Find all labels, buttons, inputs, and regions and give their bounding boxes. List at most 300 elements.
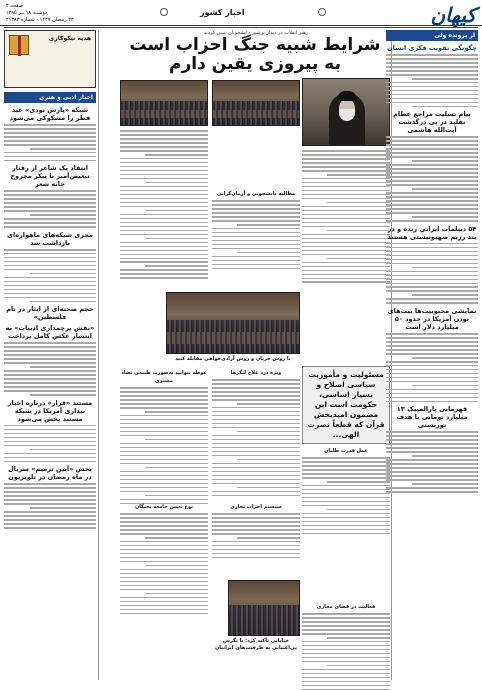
text-line (302, 190, 390, 192)
text-line (4, 281, 96, 283)
article-column (120, 366, 208, 507)
text-line (120, 194, 208, 196)
text-line (327, 509, 390, 511)
text-line (120, 487, 208, 489)
text-line (4, 342, 96, 344)
text-line (386, 220, 478, 222)
text-line (386, 148, 478, 150)
text-line (120, 569, 208, 571)
left-column (4, 30, 96, 531)
text-line (412, 357, 478, 359)
text-line (302, 274, 390, 276)
text-line (302, 186, 390, 188)
text-line (4, 487, 96, 489)
text-line (386, 86, 478, 88)
text-line (302, 681, 390, 683)
text-line (4, 441, 96, 443)
text-line (302, 198, 390, 200)
text-line (212, 443, 300, 445)
text-line (212, 240, 300, 242)
text-line (120, 549, 208, 551)
text-line (30, 366, 96, 368)
text-line (120, 553, 208, 555)
text-line (386, 152, 478, 154)
page-number: صفحه ۲ (6, 3, 23, 9)
text-line (386, 345, 478, 347)
text-line (302, 521, 390, 523)
text-line (120, 158, 208, 160)
text-line (120, 150, 208, 152)
newspaper-logo: کیهان (430, 3, 476, 27)
text-line (145, 210, 208, 212)
text-line (302, 266, 390, 268)
text-line (212, 521, 300, 523)
text-line (212, 236, 300, 238)
column-box-title: از پرونده ولی (386, 30, 478, 41)
text-line (212, 256, 300, 258)
text-line (212, 513, 300, 515)
article-heading: قهرمانی پارالمپیک ۱۳ میلیارد تومانی با هدف توریستی (396, 405, 468, 430)
text-line (386, 491, 478, 493)
text-line (120, 613, 208, 615)
text-line (212, 415, 300, 417)
text-line (212, 491, 300, 493)
text-line (212, 471, 300, 473)
text-line (4, 445, 96, 447)
text-line (327, 202, 390, 204)
advertisement[interactable] (4, 30, 96, 88)
text-line (212, 268, 300, 270)
text-line (145, 154, 208, 156)
text-line (212, 395, 300, 397)
text-line (302, 278, 390, 280)
article-heading: حجم صحنه‌ای از ایثار در نام فلسطین» (6, 305, 94, 322)
text-line (120, 387, 208, 389)
photo-speaker (302, 78, 390, 146)
text-line (120, 222, 208, 224)
text-line (237, 431, 300, 433)
article-column (212, 500, 300, 561)
text-line (4, 297, 96, 299)
text-line (386, 140, 478, 142)
text-line (302, 625, 390, 627)
text-line (386, 443, 478, 445)
text-line (145, 439, 208, 441)
photo-crowd-left (120, 80, 208, 126)
text-line (212, 232, 300, 234)
text-line (4, 437, 96, 439)
article-heading: پخش «آیین ترمیم» سریال در ماه رمضان در تلویزیون (8, 465, 92, 482)
text-line (327, 637, 390, 639)
text-line (386, 487, 478, 489)
text-line (302, 254, 390, 256)
text-line (302, 489, 390, 491)
text-line (302, 493, 390, 495)
article-column (120, 500, 208, 617)
text-line (4, 346, 96, 348)
subhead: مطالبه دانشجویی و آرمان‌گرایی (216, 191, 296, 197)
text-line (212, 383, 300, 385)
text-line (4, 144, 96, 146)
text-line (120, 202, 208, 204)
headline-line: شرایط شبیه جنگ احزاب است (129, 35, 381, 55)
text-line (386, 302, 478, 304)
text-line (145, 182, 208, 184)
text-line (302, 677, 390, 679)
text-line (386, 463, 478, 465)
text-line (327, 665, 390, 667)
text-line (120, 174, 208, 176)
text-line (30, 214, 96, 216)
text-line (237, 487, 300, 489)
subhead: ویژه درد علاج لنگرها (230, 370, 282, 376)
text-line (386, 184, 478, 186)
text-line (302, 194, 390, 196)
text-line (120, 277, 208, 279)
text-line (302, 689, 390, 691)
text-line (145, 537, 208, 539)
text-line (386, 369, 478, 371)
text-line (386, 353, 478, 355)
text-line (412, 216, 478, 218)
text-line (386, 259, 478, 261)
text-line (327, 258, 390, 260)
text-line (386, 401, 478, 403)
issue-number: ۲۳ رمضان ۱۴۳۷ - شماره ۲۱۳۸۳ (6, 17, 74, 23)
text-line (386, 247, 478, 249)
photo-caption: با روش جریان و روش آزادی‌خواهی مقابله کنید (175, 356, 291, 362)
text-line (145, 495, 208, 497)
text-line (212, 541, 300, 543)
text-line (386, 459, 478, 461)
text-line (30, 394, 96, 396)
article-heading: ۵۴ دیپلمات ایرانی زنده و در بند رژیم صهیونیستی هستند (387, 224, 477, 241)
text-line (302, 262, 390, 264)
text-line (120, 142, 208, 144)
text-line (412, 188, 478, 190)
text-line (4, 156, 96, 158)
text-line (212, 517, 300, 519)
text-line (120, 269, 208, 271)
text-line (4, 386, 96, 388)
text-line (302, 525, 390, 527)
text-line (4, 374, 96, 376)
text-line (302, 242, 390, 244)
page-info (6, 3, 74, 24)
text-line (4, 257, 96, 259)
text-line (212, 451, 300, 453)
text-line (4, 515, 96, 517)
text-line (302, 533, 390, 535)
text-line (386, 200, 478, 202)
text-line (302, 214, 390, 216)
text-line (412, 455, 478, 457)
text-line (302, 281, 390, 283)
section-title: اخبار ادبی و هنری (4, 92, 96, 103)
text-line (302, 661, 390, 663)
text-line (212, 467, 300, 469)
text-line (4, 226, 96, 228)
text-line (386, 431, 478, 433)
text-line (212, 529, 300, 531)
gift-icon (9, 35, 29, 55)
text-line (120, 451, 208, 453)
text-line (302, 178, 390, 180)
text-line (4, 390, 96, 392)
text-line (120, 573, 208, 575)
text-line (212, 399, 300, 401)
text-line (386, 275, 478, 277)
text-line (4, 527, 96, 529)
text-line (302, 517, 390, 519)
text-line (4, 136, 96, 138)
ad-title: هدیه نیکوکاری (48, 35, 91, 42)
text-line (4, 210, 96, 212)
text-line (120, 395, 208, 397)
text-line (386, 349, 478, 351)
text-line (120, 162, 208, 164)
text-line (386, 156, 478, 158)
text-line (302, 170, 390, 172)
text-line (412, 78, 478, 80)
photo-caption: خیابانی تأکید کرد: با نگرش بی‌اعتنایی به ظرفیت‌های ایرانیان (215, 638, 297, 651)
text-line (4, 128, 96, 130)
text-line (120, 609, 208, 611)
text-line (386, 82, 478, 84)
text-line (4, 519, 96, 521)
text-line (386, 377, 478, 379)
text-line (386, 251, 478, 253)
text-line (212, 407, 300, 409)
text-line (120, 483, 208, 485)
text-line (302, 485, 390, 487)
text-line (302, 529, 390, 531)
text-line (120, 242, 208, 244)
text-line (120, 597, 208, 599)
text-line (120, 577, 208, 579)
article-column (302, 600, 390, 691)
text-line (120, 178, 208, 180)
photo-bottom (228, 580, 300, 636)
text-line (120, 258, 208, 260)
text-line (386, 168, 478, 170)
text-line (386, 298, 478, 300)
text-line (386, 164, 478, 166)
photo-gathering (166, 292, 300, 354)
text-line (120, 415, 208, 417)
text-line (4, 503, 96, 505)
text-line (412, 160, 478, 162)
text-line (212, 533, 300, 535)
text-line (212, 228, 300, 230)
text-line (386, 180, 478, 182)
text-line (4, 358, 96, 360)
text-line (120, 218, 208, 220)
text-line (4, 523, 96, 525)
text-line (4, 425, 96, 427)
text-line (302, 505, 390, 507)
article-heading: نمایشی محبوبیت‌ها بیت‌های بودن آمریکا در حدود ۵۰ میلیارد دلار است (387, 307, 477, 332)
text-line (302, 645, 390, 647)
text-line (212, 435, 300, 437)
text-line (212, 423, 300, 425)
text-line (120, 581, 208, 583)
text-line (386, 58, 478, 60)
text-line (212, 557, 300, 559)
text-line (412, 483, 478, 485)
text-line (4, 202, 96, 204)
text-line (4, 461, 96, 463)
text-line (120, 541, 208, 543)
text-line (30, 449, 96, 451)
text-line (386, 136, 478, 138)
text-line (386, 144, 478, 146)
text-line (302, 162, 390, 164)
text-line (120, 138, 208, 140)
pull-quote (302, 366, 390, 444)
text-line (120, 186, 208, 188)
text-line (386, 54, 478, 56)
text-line (4, 190, 96, 192)
text-line (30, 148, 96, 150)
text-line (4, 249, 96, 251)
text-line (237, 459, 300, 461)
text-line (386, 451, 478, 453)
text-line (212, 411, 300, 413)
article-heading: شبکه «پارس نودی» عید فطر را مشکوکی می‌شود (9, 106, 91, 122)
text-line (120, 529, 208, 531)
text-line (212, 248, 300, 250)
text-line (302, 158, 390, 160)
text-line (212, 549, 300, 551)
text-line (386, 90, 478, 92)
text-line (4, 354, 96, 356)
right-column (386, 30, 478, 495)
text-line (386, 98, 478, 100)
text-line (4, 429, 96, 431)
text-line (212, 387, 300, 389)
text-line (120, 250, 208, 252)
text-line (120, 471, 208, 473)
text-line (120, 170, 208, 172)
text-line (302, 461, 390, 463)
text-line (386, 381, 478, 383)
text-line (302, 497, 390, 499)
text-line (120, 234, 208, 236)
text-line (4, 269, 96, 271)
text-line (302, 270, 390, 272)
text-line (237, 224, 300, 226)
text-line (4, 457, 96, 459)
text-line (212, 244, 300, 246)
text-line (120, 585, 208, 587)
text-line (412, 294, 478, 296)
text-line (4, 132, 96, 134)
text-line (120, 533, 208, 535)
text-line (412, 267, 478, 269)
article-heading: چگونگی تقویت فکری انسان (387, 44, 477, 52)
text-line (212, 525, 300, 527)
subhead: سیستم احزاب تجاری (230, 504, 282, 510)
text-line (412, 385, 478, 387)
subhead: غوطه نتوانید به‌صورت طبیعی تضاد مشتری (121, 370, 207, 384)
headline-kicker: رهبر انقلاب در دیدار پرشور دانشجویان تبیین کردند (203, 30, 309, 36)
text-line (4, 152, 96, 154)
text-line (302, 166, 390, 168)
text-line (302, 206, 390, 208)
text-line (302, 513, 390, 515)
text-line (302, 154, 390, 156)
text-line (4, 499, 96, 501)
text-line (4, 222, 96, 224)
text-line (386, 283, 478, 285)
text-line (120, 431, 208, 433)
text-line (302, 669, 390, 671)
text-line (120, 134, 208, 136)
text-line (120, 230, 208, 232)
text-line (212, 208, 300, 210)
text-line (302, 653, 390, 655)
text-line (212, 216, 300, 218)
text-line (212, 479, 300, 481)
subhead: نوع تعیین جامعه نخبگان (135, 504, 193, 510)
text-line (4, 433, 96, 435)
text-line (386, 208, 478, 210)
text-line (302, 685, 390, 687)
text-line (386, 70, 478, 72)
text-line (145, 411, 208, 413)
text-line (212, 391, 300, 393)
text-line (386, 62, 478, 64)
text-line (302, 250, 390, 252)
photo-crowd-right (212, 80, 300, 126)
text-line (212, 220, 300, 222)
text-line (120, 399, 208, 401)
text-line (120, 226, 208, 228)
text-line (4, 293, 96, 295)
article-column (212, 366, 300, 499)
text-line (120, 601, 208, 603)
text-line (302, 621, 390, 623)
text-line (302, 457, 390, 459)
text-line (212, 447, 300, 449)
text-line (302, 501, 390, 503)
text-line (386, 212, 478, 214)
text-line (120, 463, 208, 465)
text-line (212, 463, 300, 465)
text-line (386, 263, 478, 265)
text-line (4, 160, 96, 162)
text-line (386, 471, 478, 473)
text-line (120, 190, 208, 192)
text-line (412, 106, 478, 108)
text-line (212, 204, 300, 206)
text-line (237, 252, 300, 254)
text-line (327, 481, 390, 483)
text-line (120, 447, 208, 449)
text-line (120, 605, 208, 607)
text-line (212, 427, 300, 429)
text-line (386, 475, 478, 477)
text-line (386, 196, 478, 198)
text-line (120, 391, 208, 393)
text-line (386, 479, 478, 481)
text-line (386, 341, 478, 343)
text-line (120, 589, 208, 591)
text-line (120, 525, 208, 527)
text-line (302, 641, 390, 643)
article-column (302, 150, 390, 285)
